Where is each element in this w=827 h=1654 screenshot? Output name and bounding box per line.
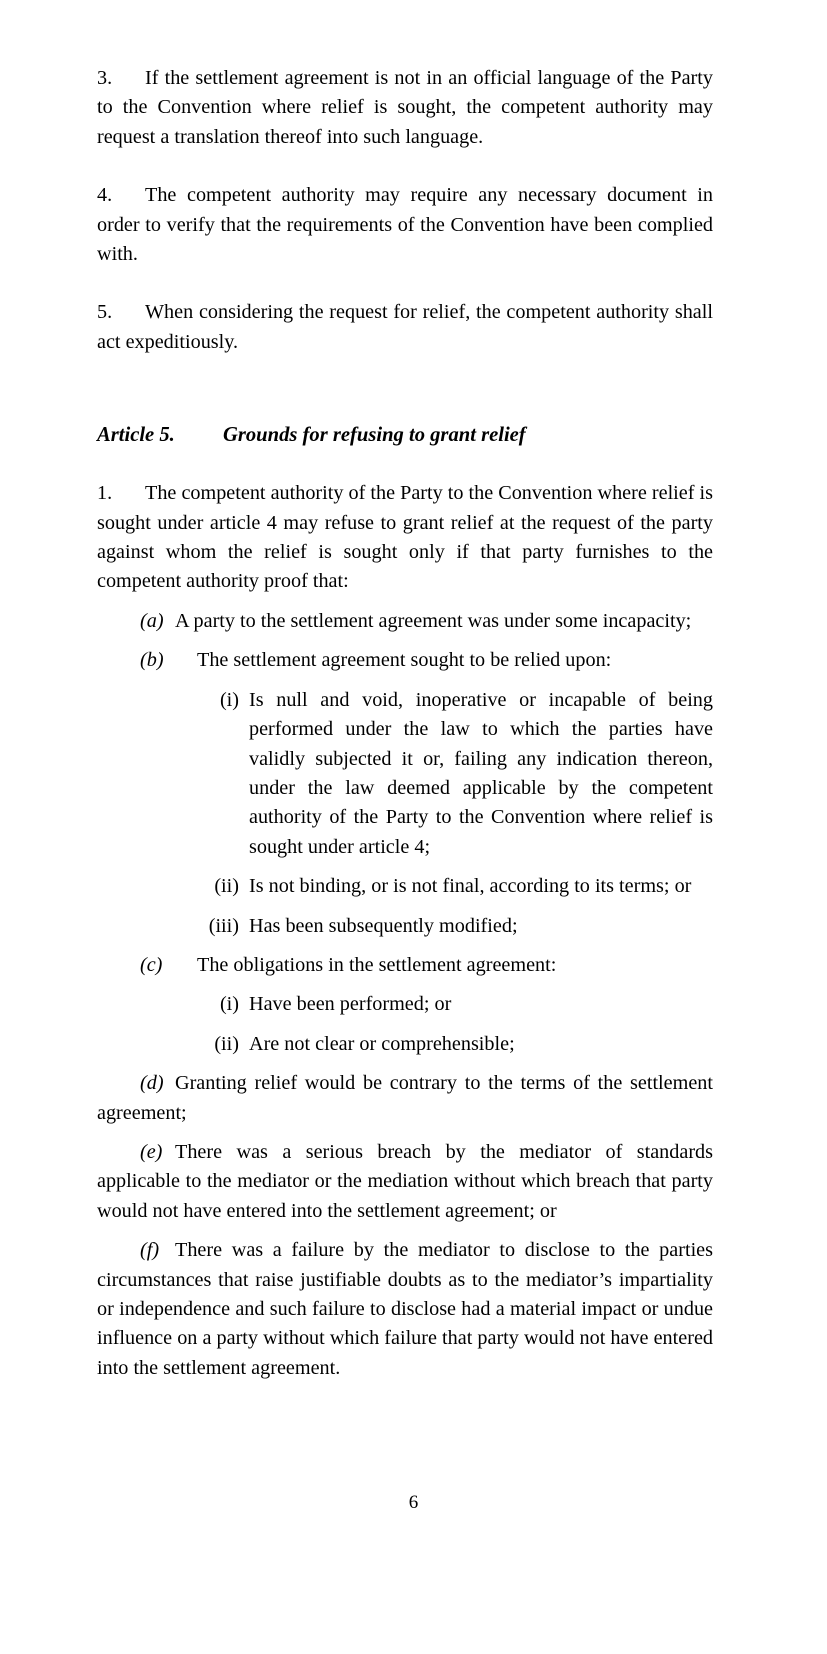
paragraph-text: The competent authority of the Party to the Convention where relief is sought under article 4 may refuse to grant relief at the request of the party against whom the relief is sought only if that party furnishes to the competent authority proof that: bbox=[97, 482, 713, 593]
list-item-b bbox=[97, 646, 713, 675]
list-marker-c-ii: (ii) bbox=[214, 1032, 239, 1055]
list-marker-c: (c) bbox=[140, 953, 163, 976]
list-marker-e: (e) bbox=[140, 1140, 163, 1163]
list-marker-a: (a) bbox=[140, 609, 164, 632]
paragraph-marker: 1. bbox=[97, 482, 113, 505]
article-number: Article 5. bbox=[97, 424, 175, 447]
list-text-b-ii: Is not binding, or is not final, according to its terms; or bbox=[249, 875, 692, 898]
list-text-f: There was a failure by the mediator to disclose to the parties circumstances that raise justifiable doubts as to the mediator’s impartiality or independence and such failure to disclose had a material impact or undue influence on a party without which failure that party would not have entered into the settlement agreement. bbox=[97, 1239, 713, 1379]
list-item-c-i bbox=[97, 990, 713, 1019]
list-item-b-ii bbox=[97, 872, 713, 901]
paragraph-text: When considering the request for relief, the competent authority shall act expeditiously. bbox=[97, 301, 713, 353]
list-marker-b: (b) bbox=[140, 649, 164, 672]
list-item-a bbox=[97, 607, 713, 636]
list-item-e bbox=[97, 1138, 713, 1226]
list-marker-b-iii: (iii) bbox=[208, 914, 239, 937]
list-item-f bbox=[97, 1236, 713, 1383]
list-text-a: A party to the settlement agreement was under some incapacity; bbox=[175, 609, 692, 632]
list-item-d bbox=[97, 1069, 713, 1128]
page-body bbox=[97, 64, 713, 1383]
paragraph-marker: 3. bbox=[97, 67, 113, 89]
list-marker-b-ii: (ii) bbox=[214, 875, 239, 898]
list-text-c-i: Have been performed; or bbox=[249, 993, 452, 1016]
list-text-b-iii: Has been subsequently modified; bbox=[249, 914, 518, 937]
list-marker-d: (d) bbox=[140, 1072, 164, 1095]
list-text-c: The obligations in the settlement agreement: bbox=[197, 953, 557, 976]
list-marker-f: (f) bbox=[140, 1239, 160, 1262]
list-item-c-ii bbox=[97, 1030, 713, 1059]
numbered-paragraph-5 bbox=[97, 298, 713, 357]
list-text-b: The settlement agreement sought to be relied upon: bbox=[197, 649, 612, 672]
list-marker-c-i: (i) bbox=[219, 993, 239, 1016]
paragraph-marker: 4. bbox=[97, 184, 113, 207]
list-item-b-i bbox=[97, 686, 713, 862]
paragraph-marker: 5. bbox=[97, 301, 113, 324]
page-number: 6 bbox=[408, 1492, 419, 1513]
list-text-e: There was a serious breach by the mediator of standards applicable to the mediator or the mediation without which breach that party would not have entered into the settlement agreement; or bbox=[97, 1140, 713, 1222]
list-text-b-i: Is null and void, inoperative or incapable of being performed under the law to which the parties have validly subjected it or, failing any indication thereon, under the law deemed applicable by the competent authority of the Party to the Convention where relief is sought under article 4; bbox=[249, 688, 713, 858]
paragraph-text: If the settlement agreement is not in an official language of the Party to the Convention where relief is sought, the competent authority may request a translation thereof into such language. bbox=[97, 67, 713, 148]
list-text-c-ii: Are not clear or comprehensible; bbox=[249, 1032, 515, 1055]
article-paragraph-1 bbox=[97, 479, 713, 597]
numbered-paragraph-4 bbox=[97, 181, 713, 269]
numbered-paragraph-3 bbox=[97, 64, 713, 152]
article-title: Grounds for refusing to grant relief bbox=[223, 424, 526, 447]
article-heading bbox=[97, 421, 713, 449]
list-item-c bbox=[97, 951, 713, 980]
list-text-d: Granting relief would be contrary to the terms of the settlement agreement; bbox=[97, 1072, 713, 1124]
paragraph-text: The competent authority may require any necessary document in order to verify that the requirements of the Convention have been complied with. bbox=[97, 184, 713, 266]
list-marker-b-i: (i) bbox=[219, 688, 239, 711]
list-item-b-iii bbox=[97, 912, 713, 941]
